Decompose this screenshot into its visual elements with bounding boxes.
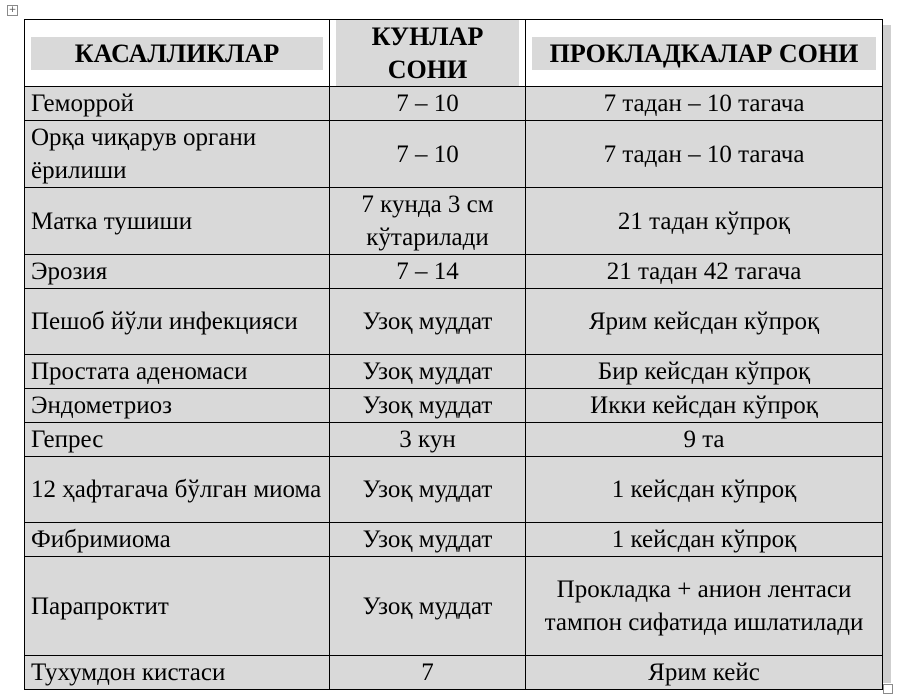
header-label: ПРОКЛАДКАЛАР СОНИ xyxy=(532,37,876,70)
pads-cell: 21 тадан 42 тагача xyxy=(526,255,883,289)
pads-cell: 1 кейсдан кўпроқ xyxy=(526,457,883,523)
table-move-handle-icon[interactable]: + xyxy=(8,5,17,15)
days-cell: 7 кунда 3 см кўтарилади xyxy=(330,188,526,255)
days-cell: Узоқ муддат xyxy=(330,457,526,523)
days-cell: 7 – 14 xyxy=(330,255,526,289)
table-header-row xyxy=(25,20,883,87)
pads-cell: 21 тадан кўпроқ xyxy=(526,188,883,255)
pads-cell: Прокладка + анион лентаси тампон сифатида ишлатилади xyxy=(526,557,883,656)
table-resize-handle-icon[interactable] xyxy=(883,684,893,694)
disease-cell: Эндометриоз xyxy=(25,389,330,423)
table-row xyxy=(25,557,883,656)
table-shadow xyxy=(882,25,891,683)
header-cell-diseases xyxy=(25,20,330,87)
days-cell: 7 xyxy=(330,656,526,690)
pads-cell: Ярим кейсдан кўпроқ xyxy=(526,289,883,355)
pads-cell: 7 тадан – 10 тагача xyxy=(526,121,883,188)
table-row xyxy=(25,457,883,523)
table-row xyxy=(25,355,883,389)
table-row xyxy=(25,389,883,423)
pads-cell: 7 тадан – 10 тагача xyxy=(526,87,883,121)
days-cell: 7 – 10 xyxy=(330,121,526,188)
days-cell: 7 – 10 xyxy=(330,87,526,121)
pads-cell: 1 кейсдан кўпроқ xyxy=(526,523,883,557)
disease-cell: Парапроктит xyxy=(25,557,330,656)
table-row xyxy=(25,87,883,121)
days-cell: Узоқ муддат xyxy=(330,389,526,423)
disease-cell: Тухумдон кистаси xyxy=(25,656,330,690)
table-row xyxy=(25,188,883,255)
table-row xyxy=(25,523,883,557)
table-row xyxy=(25,255,883,289)
disease-cell: Гепрес xyxy=(25,423,330,457)
disease-cell: Матка тушиши xyxy=(25,188,330,255)
disease-cell: Фибримиома xyxy=(25,523,330,557)
table-row xyxy=(25,423,883,457)
header-cell-pads xyxy=(526,20,883,87)
pads-cell: Бир кейсдан кўпроқ xyxy=(526,355,883,389)
days-cell: Узоқ муддат xyxy=(330,355,526,389)
days-cell: Узоқ муддат xyxy=(330,557,526,656)
disease-cell: Орқа чиқарув органи ёрилиши xyxy=(25,121,330,188)
disease-cell: Эрозия xyxy=(25,255,330,289)
header-label: КУНЛАР СОНИ xyxy=(336,20,519,86)
disease-cell: Простата аденомаси xyxy=(25,355,330,389)
disease-cell: Пешоб йўли инфекцияси xyxy=(25,289,330,355)
table-row xyxy=(25,289,883,355)
header-label: КАСАЛЛИКЛАР xyxy=(31,37,323,70)
days-cell: Узоқ муддат xyxy=(330,523,526,557)
pads-cell: 9 та xyxy=(526,423,883,457)
pads-cell: Ярим кейс xyxy=(526,656,883,690)
table-row xyxy=(25,121,883,188)
days-cell: 3 кун xyxy=(330,423,526,457)
header-cell-days xyxy=(330,20,526,87)
diseases-table xyxy=(24,19,883,690)
pads-cell: Икки кейсдан кўпроқ xyxy=(526,389,883,423)
table-row xyxy=(25,656,883,690)
days-cell: Узоқ муддат xyxy=(330,289,526,355)
disease-cell: Геморрой xyxy=(25,87,330,121)
disease-cell: 12 ҳафтагача бўлган миома xyxy=(25,457,330,523)
